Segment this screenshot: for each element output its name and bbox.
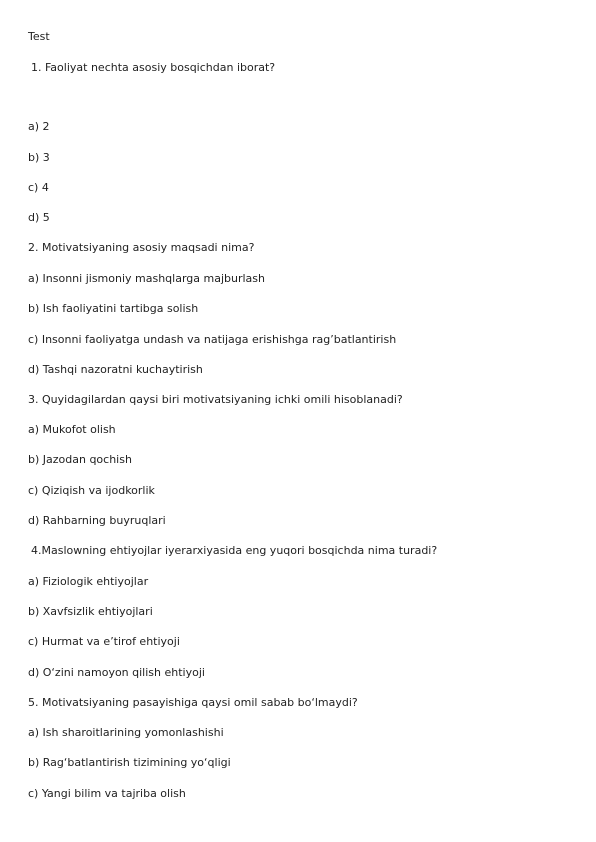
question-1: 1. Faoliyat nechta asosiy bosqichdan iborat?: [31, 61, 276, 74]
question-2-option-a: a) Insonni jismoniy mashqlarga majburlash: [28, 272, 265, 285]
question-4-option-a: a) Fiziologik ehtiyojlar: [28, 575, 149, 588]
question-3-option-c: c) Qiziqish va ijodkorlik: [28, 484, 155, 497]
question-3-option-d: d) Rahbarning buyruqlari: [28, 514, 166, 527]
question-3-option-a: a) Mukofot olish: [28, 423, 116, 436]
question-2-option-c: c) Insonni faoliyatga undash va natijaga erishishga rag’batlantirish: [28, 333, 397, 346]
question-4-option-b: b) Xavfsizlik ehtiyojlari: [28, 605, 153, 618]
document-title: Test: [28, 30, 50, 43]
question-2: 2. Motivatsiyaning asosiy maqsadi nima?: [28, 241, 255, 254]
question-1-option-d: d) 5: [28, 211, 50, 224]
question-5-option-a: a) Ish sharoitlarining yomonlashishi: [28, 726, 224, 739]
question-3-option-b: b) Jazodan qochish: [28, 453, 132, 466]
question-3: 3. Quyidagilardan qaysi biri motivatsiyaning ichki omili hisoblanadi?: [28, 393, 403, 406]
question-2-option-b: b) Ish faoliyatini tartibga solish: [28, 302, 199, 315]
question-5: 5. Motivatsiyaning pasayishiga qaysi omil sabab bo‘lmaydi?: [28, 696, 358, 709]
question-5-option-c: c) Yangi bilim va tajriba olish: [28, 787, 186, 800]
question-4-option-c: c) Hurmat va e’tirof ehtiyoji: [28, 635, 180, 648]
question-4-option-d: d) O‘zini namoyon qilish ehtiyoji: [28, 666, 205, 679]
question-1-option-a: a) 2: [28, 120, 50, 133]
question-1-option-b: b) 3: [28, 151, 50, 164]
question-2-option-d: d) Tashqi nazoratni kuchaytirish: [28, 363, 203, 376]
question-4: 4.Maslowning ehtiyojlar iyerarxiyasida eng yuqori bosqichda nima turadi?: [31, 544, 438, 557]
question-5-option-b: b) Rag‘batlantirish tizimining yo‘qligi: [28, 756, 231, 769]
question-1-option-c: c) 4: [28, 181, 49, 194]
